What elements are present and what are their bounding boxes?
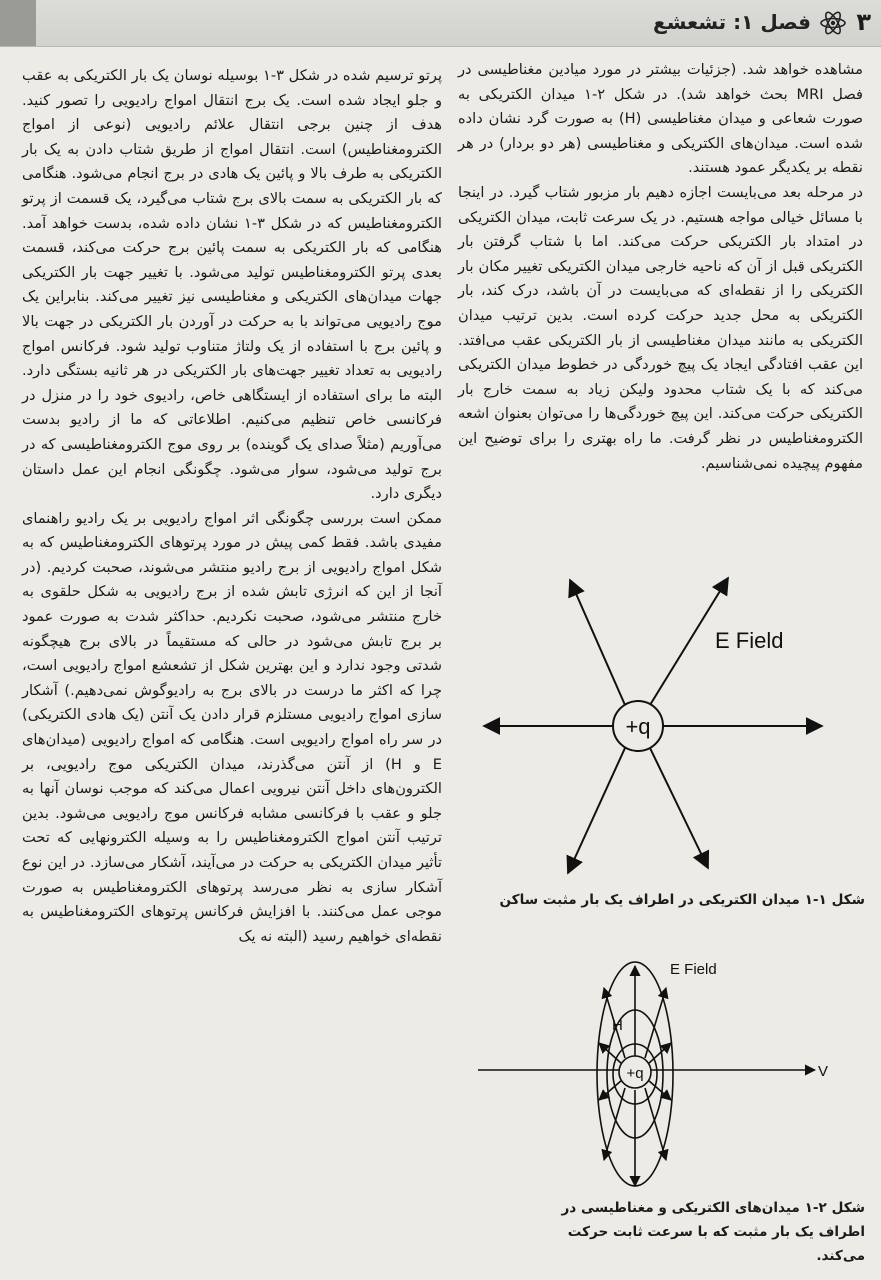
page-header (0, 0, 881, 47)
right-column (458, 58, 863, 476)
figure1-caption: شکل ۱-۱ میدان الکتریکی در اطراف یک بار مثبت ساکن (499, 892, 865, 908)
paragraph: ممکن است بررسی چگونگی اثر امواج رادیویی بر یک رادیو راهنمای مفیدی باشد. فقط کمی پیش در مورد پرتوهای الکترومغناطیس که به شکل امواج رادیویی از برج رادیو منتشر می‌شوند، صحبت کردیم. (در آنجا از این که انرژی تابش شده از برج رادیویی به شکل حلقوی به خارج منتشر می‌شود، صحبت نکردیم. حداکثر شدت به صورت عمود بر برج تابش می‌شود در حالی که مستقیماً در بالای برج هیچگونه شدتی وجود ندارد و این بهترین شکل از تشعشع امواج رادیویی است، چرا که اکثر ما درست در بالای برج به رادیوگوش نمی‌دهیم.) آشکار سازی امواج رادیویی مستلزم قرار دادن یک آنتن (یک هادی الکتریکی) در سر راه امواج رادیویی است. هنگامی که امواج رادیویی (میدان‌های E و H) از آنتن می‌گذرند، میدان الکتریکی موج رادیویی، بر الکترون‌های داخل آنتن نیرویی اعمال می‌کند که موجب نوسان آنها به جلو و عقب با فرکانسی مشابه فرکانس موج رادیویی می‌شود. بدین ترتیب آنتن امواج الکترومغناطیس را به وسیله الکترونهایی که تحت تأثیر میدان الکتریکی به حرکت در می‌آیند، آشکار می‌سازد. در این نوع آشکار سازی به نظر می‌رسد پرتوهای الکترومغناطیس به صورت موجی عمل می‌کنند. با افزایش فرکانس پرتوهای الکترومغناطیس به نقطه‌ای خواهیم رسید (البته نه یک (22, 509, 442, 945)
h-label: H (612, 1017, 623, 1034)
left-column (22, 64, 442, 949)
figure-electric-field-static (470, 568, 870, 888)
atom-icon (819, 9, 847, 37)
field-arrow-down-left (568, 748, 625, 873)
field-arrow-up-left (570, 580, 625, 705)
field-arrow-down-right (650, 748, 708, 868)
paragraph: در مرحله بعد می‌بایست اجازه دهیم بار مزبور شتاب گیرد. در اینجا با مسائل خیالی مواجه هستیم. در یک سرعت ثابت، میدان الکتریکی در امتداد بار الکتریکی حرکت می‌کند. اما با شتاب گرفتن بار الکتریکی قبل از آن که ناحیه خارجی میدان الکتریکی تغییر مکان بار الکتریکی را از نقطه‌ای که می‌بایست در آن باشد، درک کند، بار الکتریکی به محل جدید حرکت کرده است. بدین ترتیب میدان الکتریکی به مانند میدان مغناطیسی از بار الکتریکی عقب می‌افتد. این عقب افتادگی ایجاد یک پیچ خوردگی در خطوط میدان الکتریکی می‌کند که با یک شتاب محدود ولیکن زیاد به سمت خارج بار الکتریکی حرکت می‌کند. این پیچ خوردگی‌ها را می‌توان بعنوان اشعه الکترومغناطیس در نظر گرفت. ما راه بهتری را برای توضیح این مفهوم پیچیده نمی‌شناسیم. (458, 183, 863, 472)
charge-label: +q (625, 714, 651, 739)
e-field-label: E Field (715, 628, 784, 653)
page-number: ٣ (856, 8, 871, 36)
chapter-title: فصل ۱: تشعشع (653, 10, 811, 34)
figure2-caption: شکل ۲-۱ میدان‌های الکتریکی و مغناطیسی در اطراف یک بار مثبت که با سرعت ثابت حرکت می‌کند. (561, 1200, 865, 1264)
v-label: V (818, 1063, 829, 1080)
charge-label: +q (626, 1065, 644, 1082)
e-field-label: E Field (670, 961, 717, 978)
paragraph: پرتو ترسیم شده در شکل ۳-۱ بوسیله نوسان یک بار الکتریکی به عقب و جلو ایجاد شده است. یک برج انتقال امواج رادیویی را تصور کنید. هدف از چنین برجی انتقال علائم رادیویی (نوعی از امواج الکترومغناطیس) است. انتقال امواج از طریق شتاب دادن به یک بار الکتریکی به طرف بالا و پائین یک هادی در برج انجام می‌شود. هنگامی که بار الکتریکی به سمت بالای برج شتاب می‌گیرد، یک قسمت از پرتو الکترومغناطیس که در شکل ۳-۱ نشان داده شده، بدست خواهد آمد. هنگامی که بار الکتریکی به سمت پائین برج حرکت می‌کند، قسمت بعدی پرتو الکترومغناطیس تولید می‌شود. با تغییر جهت بار الکتریکی جهات میدان‌های الکتریکی و مغناطیسی نیز تغییر می‌کند. بنابراین یک موج رادیویی می‌تواند با به حرکت در آوردن بار الکتریکی در جهت بالا و پائین برج با استفاده از یک ولتاژ متناوب تولید شود. فرکانس امواج رادیویی به تعداد تغییر جهت‌های بار الکتریکی در هر ثانیه بستگی دارد. البته ما برای استفاده از ایستگاهی خاص، رادیوی خود را در منزل در فرکانسی خاص تنظیم می‌کنیم. اطلاعاتی که ما از رادیو بدست می‌آوریم (مثلاً صدای یک گوینده) بر روی موج الکترومغناطیسی که در برج تولید می‌شود، سوار می‌شود. چگونگی انجام این عمل داستان دیگری دارد. (22, 67, 443, 503)
header-tab (0, 0, 36, 46)
figure-electric-magnetic-field-moving (470, 948, 870, 1198)
paragraph: مشاهده خواهد شد. (جزئیات بیشتر در مورد میادین مغناطیسی در فصل MRI بحث خواهد شد). در شکل ۲-۱ میدان الکتریکی به صورت شعاعی و میدان مغناطیسی (H) به صورت گرد نشان داده شده است. میدان‌های الکتریکی و مغناطیسی (هر دو بردار) در هر نقطه بر یکدیگر عمود هستند. (458, 61, 863, 177)
